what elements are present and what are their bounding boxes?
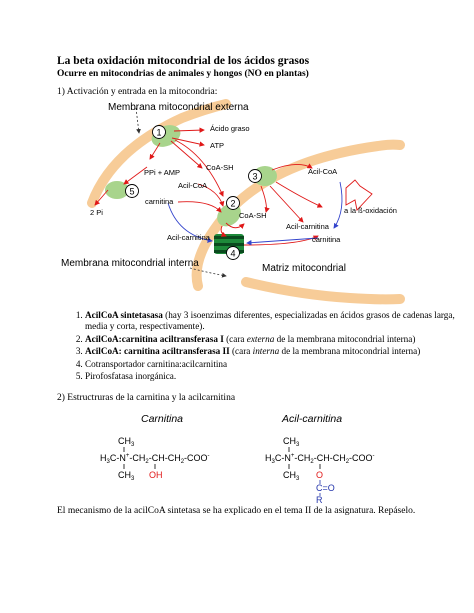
acilcarnitina-ch3-top: $CH_3$ bbox=[283, 436, 300, 448]
section-2-heading: 2) Estructruras de la carnitina y la acilcarnitina bbox=[57, 393, 236, 403]
inner-membrane-lower bbox=[246, 282, 400, 299]
structures-figure bbox=[0, 408, 474, 503]
carnitina-oh: OH bbox=[149, 470, 163, 480]
svg-text:Ácido graso: Ácido graso bbox=[210, 124, 250, 133]
svg-text:3: 3 bbox=[252, 171, 258, 182]
list-item-4: 4. Cotransportador carnitina:acilcarnitina bbox=[85, 359, 455, 370]
svg-text:Membrana mitocondrial externa: Membrana mitocondrial externa bbox=[108, 102, 249, 113]
page-subtitle: Ocurre en mitocondrias de animales y hongos (NO en plantas) bbox=[57, 69, 309, 79]
number-4-icon bbox=[227, 247, 240, 260]
carnitina-main-chain: $H_3C-N^+-CH_2-CH-CH_2-COO^-$ bbox=[100, 453, 210, 465]
svg-text:4: 4 bbox=[230, 248, 236, 259]
svg-text:Membrana mitocondrial interna: Membrana mitocondrial interna bbox=[61, 258, 199, 269]
svg-text:PPi + AMP: PPi + AMP bbox=[144, 168, 181, 177]
svg-text:2 Pi: 2 Pi bbox=[90, 208, 103, 217]
acilcarnitina-main-chain: $H_3C-N^+-CH_2-CH-CH_2-COO^-$ bbox=[265, 453, 375, 465]
svg-text:1: 1 bbox=[156, 127, 162, 138]
svg-text:Acil-CoA: Acil-CoA bbox=[308, 167, 338, 176]
acilcarnitina-o: O bbox=[316, 470, 324, 480]
acilcarnitina-ch3-bottom: $CH_3$ bbox=[283, 470, 300, 482]
svg-text:a la ß-oxidación: a la ß-oxidación bbox=[344, 206, 397, 215]
svg-text:carnitina: carnitina bbox=[312, 235, 341, 244]
svg-text:Acil-carnitina: Acil-carnitina bbox=[167, 233, 210, 242]
acilcarnitina-r: R bbox=[316, 495, 323, 503]
svg-text:CoA-SH: CoA-SH bbox=[206, 163, 234, 172]
carnitina-ch3-top: $CH_3$ bbox=[118, 436, 135, 448]
carnitina-title: Carnitina bbox=[141, 413, 184, 425]
svg-text:Matriz mitocondrial: Matriz mitocondrial bbox=[262, 263, 346, 274]
svg-text:ATP: ATP bbox=[210, 141, 225, 150]
list-item-2: 2. AcilCoA:carnitina aciltransferasa I (cara externa de la membrana mitocondrial interna) bbox=[85, 334, 455, 345]
svg-text:CoA-SH: CoA-SH bbox=[239, 211, 267, 220]
section-1-heading: 1) Activación y entrada en la mitocondria: bbox=[57, 87, 218, 97]
acilcarnitina-co: C=O bbox=[316, 483, 335, 493]
svg-text:2: 2 bbox=[230, 198, 236, 209]
svg-text:Acil-carnitina: Acil-carnitina bbox=[286, 222, 329, 231]
list-item-1: 1. AcilCoA sintetasasa (hay 3 isoenzimas diferentes, especializadas en ácidos grasos de cadenas larga, media y corta, respectivamente). bbox=[85, 310, 455, 333]
enzyme-list bbox=[57, 310, 455, 383]
footer-note: El mecanismo de la acilCoA sintetasa se ha explicado en el tema II de la asignatura. Repáselo. bbox=[57, 506, 416, 516]
number-2-icon bbox=[227, 197, 240, 210]
list-item-5: 5. Pirofosfatasa inorgánica. bbox=[85, 371, 455, 382]
acilcarnitina-title: Acil-carnitina bbox=[282, 413, 343, 425]
number-3-icon bbox=[249, 170, 262, 183]
page-title: La beta oxidación mitocondrial de los ácidos grasos bbox=[57, 55, 310, 67]
svg-text:5: 5 bbox=[129, 186, 135, 197]
list-item-3: 3. AcilCoA: carnitina aciltransferasa II (cara interna de la membrana mitocondrial interna) bbox=[85, 346, 455, 357]
svg-text:carnitina: carnitina bbox=[145, 197, 174, 206]
number-5-icon bbox=[126, 185, 139, 198]
svg-text:Acil-CoA: Acil-CoA bbox=[178, 181, 208, 190]
number-1-icon bbox=[153, 126, 166, 139]
carnitina-ch3-bottom: $CH_3$ bbox=[118, 470, 135, 482]
